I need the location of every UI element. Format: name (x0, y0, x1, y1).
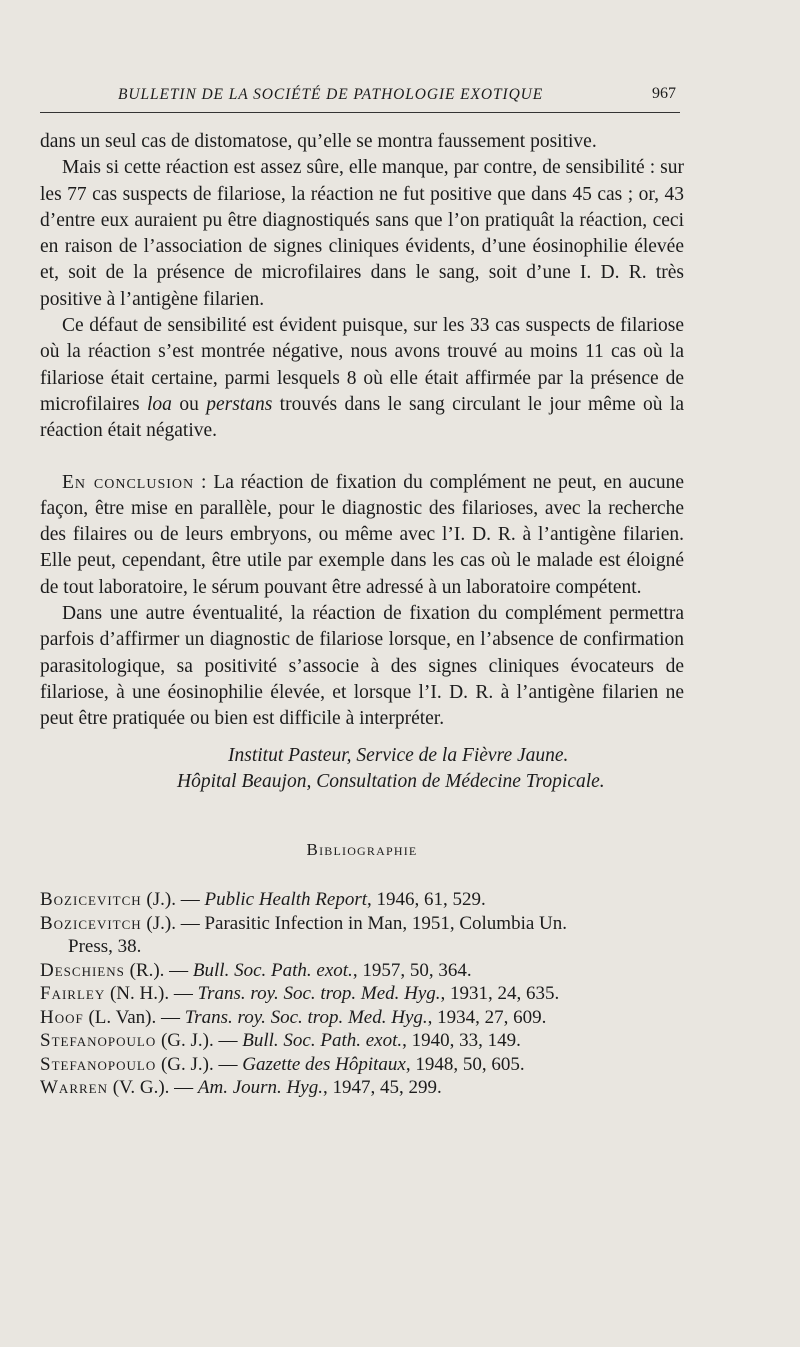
species-perstans: perstans (206, 393, 273, 415)
running-head: BULLETIN DE LA SOCIÉTÉ DE PATHOLOGIE EXOTIQUE (118, 86, 544, 103)
reference-item (40, 888, 684, 912)
reference-initials: (J.). — (141, 889, 205, 911)
reference-author: Stefanopoulo (40, 1053, 157, 1075)
reference-initials: (R.). — (124, 959, 193, 981)
reference-initials: (J.). — (141, 912, 205, 934)
page-header (40, 84, 680, 113)
reference-details: , 1934, 27, 609. (427, 1006, 547, 1028)
reference-details: , 1948, 50, 605. (405, 1053, 525, 1075)
reference-journal: Gazette des Hôpitaux (242, 1053, 406, 1075)
reference-details: , 1940, 33, 149. (402, 1030, 521, 1052)
reference-initials: (N. H.). — (105, 983, 198, 1005)
paragraph-1: dans un seul cas de distomatose, qu’elle se montra faussement positive. (40, 131, 597, 152)
reference-journal: Bull. Soc. Path. exot. (242, 1030, 403, 1052)
reference-author: Stefanopoulo (40, 1030, 157, 1052)
reference-journal: Trans. roy. Soc. trop. Med. Hyg. (184, 1006, 428, 1028)
reference-details: , 1946, 61, 529. (367, 889, 486, 911)
reference-details: Parasitic Infection in Man, 1951, Columbia Un. (204, 912, 568, 934)
bibliography-title: Bibliographie (306, 840, 418, 860)
reference-initials: (G. J.). — (156, 1053, 243, 1075)
paragraph-3-or: ou (171, 393, 207, 415)
reference-item (40, 1076, 684, 1100)
section-spacer (40, 445, 684, 470)
bibliography-list (40, 888, 684, 1100)
paragraph-5: Dans une autre éventualité, la réaction de fixation du complément permettra parfois d’affirmer un diagnostic de filariose lorsque, en l’absence de confirmation parasitologique, sa positivité s’associe à des signes cliniques évocateurs de filariose, à une éosinophilie élevée, et lorsque l’I. D. R. à l’antigène filarien ne peut être pratiquée ou bien est difficile à interpréter. (40, 603, 684, 730)
reference-item (40, 1053, 684, 1077)
reference-item (40, 982, 684, 1006)
reference-author: Deschiens (40, 959, 125, 981)
reference-initials: (V. G.). — (108, 1077, 198, 1099)
paragraph-3-text-b: trouvés dans le sang circulant le jour même où la réaction était négative. (40, 393, 684, 442)
reference-journal: Bull. Soc. Path. exot. (192, 959, 353, 981)
reference-item (40, 959, 684, 983)
conclusion-lead: En conclusion (62, 471, 195, 493)
reference-details: , 1947, 45, 299. (322, 1077, 442, 1099)
reference-item (40, 1006, 684, 1030)
paragraph-2: Mais si cette réaction est assez sûre, elle manque, par contre, de sensibilité : sur les 77 cas suspects de filariose, la réaction ne fut positive que dans 45 cas ; or, 43 d’entre eux auraient pu être diagnostiqués sans que l’on pratiquât la réaction, ceci en raison de l’association de signes cliniques évidents, d’une éosinophilie élevée et, soit de la présence de microfilaires dans le sang, soit d’une I. D. R. très positive à l’antigène filarien. (40, 157, 684, 310)
reference-author: Bozicevitch (40, 912, 142, 934)
paragraph-3-text-a: Ce défaut de sensibilité est évident puisque, sur les 33 cas suspects de filariose où la réaction s’est montrée négative, nous avons trouvé au moins 11 cas où la filariose était certaine, parmi lesquels 8 où elle était affirmée par la présence de microfilaires (40, 315, 684, 415)
reference-author: Bozicevitch (40, 889, 142, 911)
affiliation-line-2: Hôpital Beaujon, Consultation de Médecine Tropicale. (177, 770, 605, 792)
reference-item (40, 912, 684, 936)
reference-initials: (L. Van). — (83, 1006, 185, 1028)
reference-initials: (G. J.). — (156, 1030, 243, 1052)
species-loa: loa (147, 393, 172, 415)
paragraph-3 (40, 313, 684, 444)
article-body (40, 129, 684, 1100)
reference-author: Fairley (40, 983, 106, 1005)
affiliation-line-1: Institut Pasteur, Service de la Fièvre Jaune. (228, 744, 569, 766)
reference-journal: Public Health Report (204, 889, 368, 911)
reference-journal: Am. Journ. Hyg. (197, 1077, 323, 1099)
reference-details: , 1957, 50, 364. (352, 959, 472, 981)
reference-item (40, 1029, 684, 1053)
conclusion-text: : La réaction de fixation du complément ne peut, en aucune façon, être mise en parallèle, pour le diagnostic des filarioses, avec la recherche des filaires ou de leurs embryons, ou même avec l’I. D. R. à l’antigène filarien. Elle peut, cependant, être utile par exemple dans les cas où le malade est éloigné de tout laboratoire, le sérum pouvant être adressé à un laboratoire compétent. (40, 471, 685, 598)
conclusion-paragraph (40, 470, 684, 601)
reference-details: , 1931, 24, 635. (440, 983, 560, 1005)
reference-author: Hoof (40, 1006, 84, 1028)
reference-journal: Trans. roy. Soc. trop. Med. Hyg. (197, 983, 441, 1005)
reference-continuation: Press, 38. (68, 936, 142, 958)
page-number: 967 (652, 85, 676, 102)
reference-author: Warren (40, 1077, 108, 1099)
